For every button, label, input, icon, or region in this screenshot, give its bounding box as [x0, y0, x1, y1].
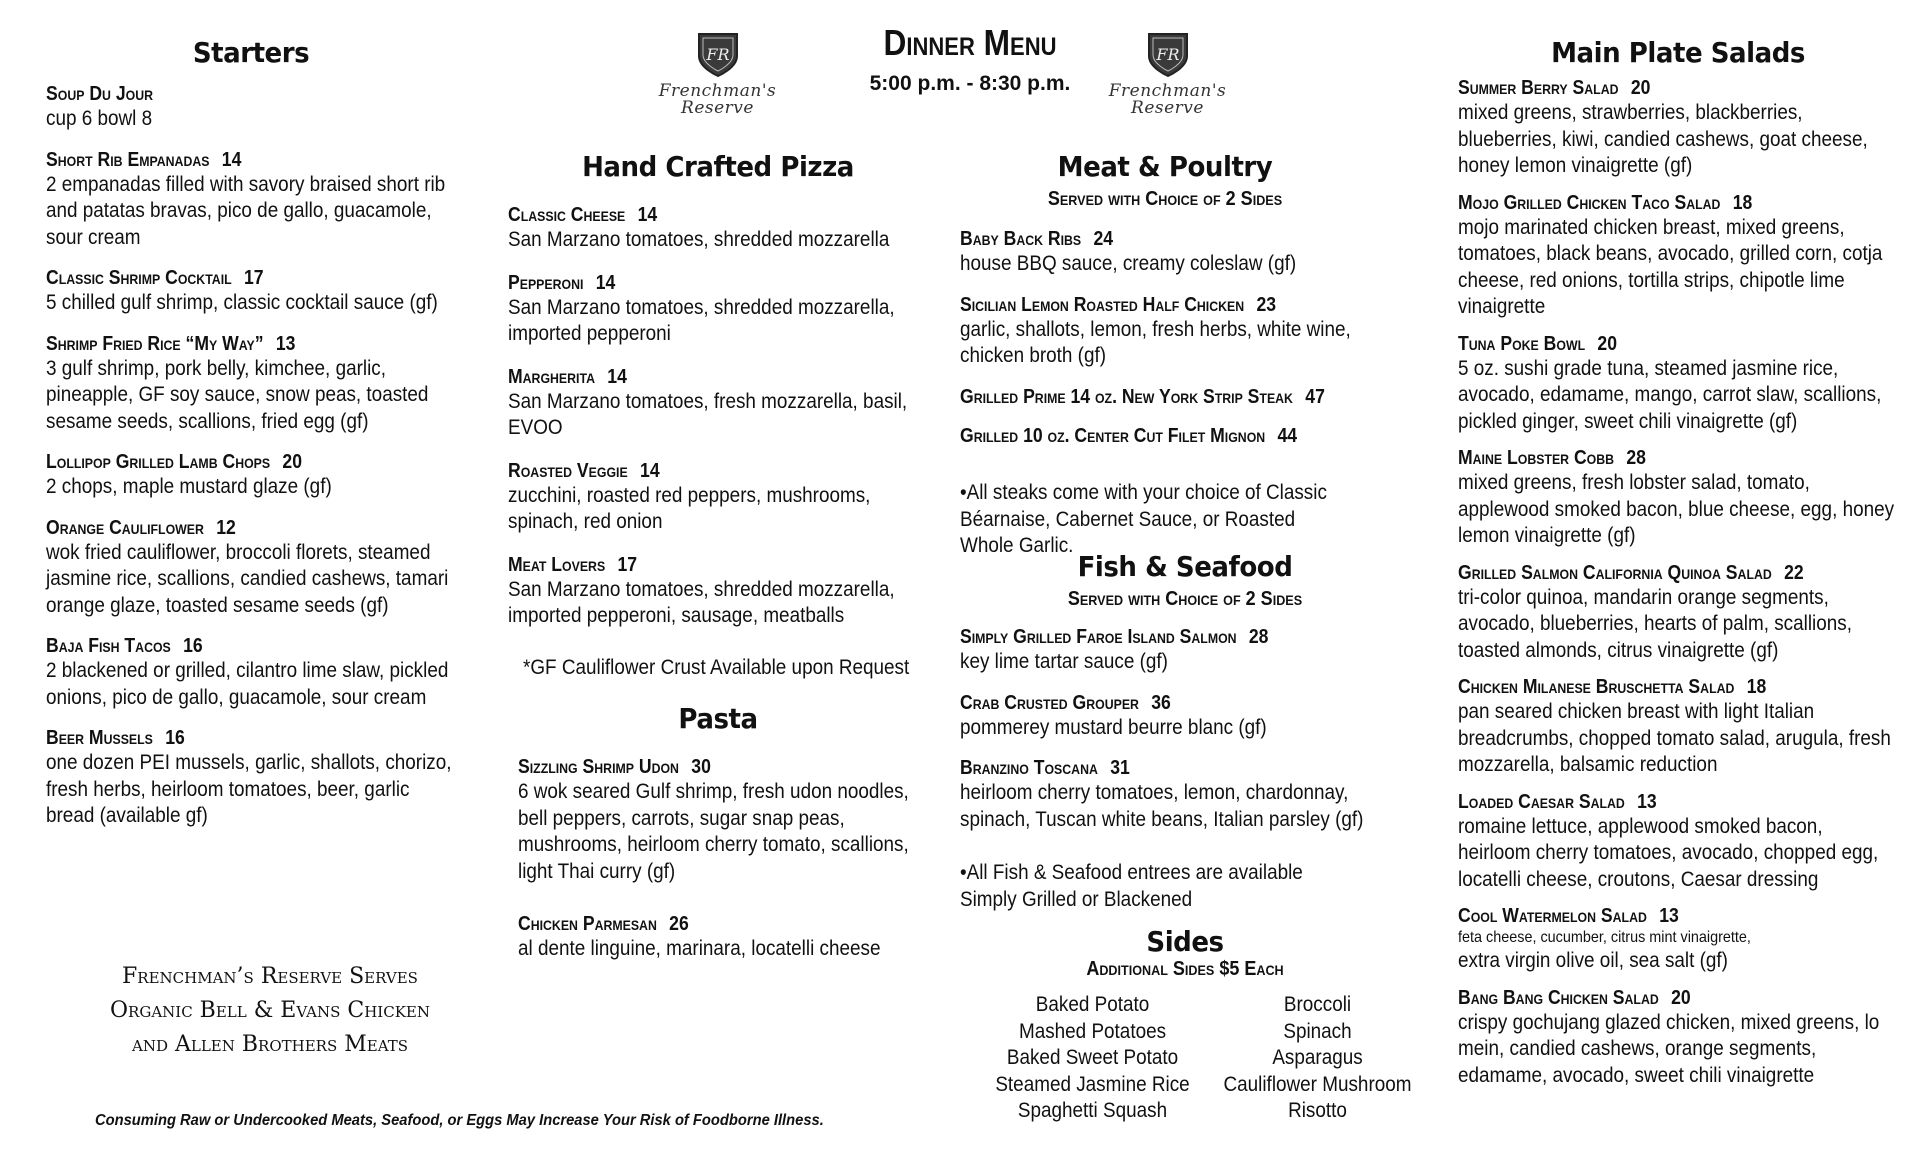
menu-item	[46, 451, 456, 501]
menu-item	[508, 554, 908, 630]
menu-item-name: Chicken Milanese Bruschetta Salad 18	[1458, 676, 1767, 698]
meat-subtitle: Served with Choice of 2 Sides	[1047, 188, 1283, 210]
menu-item-description: wok fried cauliflower, broccoli florets, steamed jasmine rice, scallions, candied cashews, tamari orange glaze, toasted sesame seeds (gf)	[46, 540, 449, 617]
menu-item-name: Summer Berry Salad 20	[1458, 77, 1651, 99]
menu-item-price: 18	[1732, 191, 1753, 214]
menu-title: Dinner Menu	[883, 22, 1057, 63]
menu-item-name: Baby Back Ribs 24	[960, 228, 1114, 250]
menu-item-price: 28	[1626, 447, 1646, 469]
menu-item-name: Roasted Veggie 14	[508, 459, 660, 482]
menu-item	[960, 386, 1410, 409]
menu-item-price: 24	[1093, 228, 1114, 250]
menu-item-description: crispy gochujang glazed chicken, mixed greens, lo mein, candied cashews, orange segments, edamame, avocado, sweet chili vinaigrette	[1458, 1010, 1880, 1087]
menu-item-name: Grilled 10 oz. Center Cut Filet Mignon 44	[960, 424, 1298, 447]
menu-item-name: Beer Mussels 16	[46, 727, 185, 749]
shield-crest-icon	[1145, 30, 1191, 78]
logo-monogram: FR	[705, 45, 730, 64]
side-item: Spaghetti Squash	[1017, 1099, 1168, 1122]
menu-item	[960, 294, 1410, 370]
menu-item-price: 14	[221, 148, 242, 171]
menu-item-description: mojo marinated chicken breast, mixed greens, tomatoes, black beans, avocado, grilled corn, cotja cheese, red onions, tortilla strips, chipotle lime vinaigrette	[1458, 215, 1883, 318]
menu-item	[960, 626, 1410, 676]
menu-item-description: 2 chops, maple mustard glaze (gf)	[46, 475, 332, 498]
menu-item-description: key lime tartar sauce (gf)	[960, 650, 1168, 673]
menu-item-description: al dente linguine, marinara, locatelli cheese	[518, 937, 881, 960]
menu-item	[46, 149, 456, 252]
menu-item-price: 20	[1671, 986, 1691, 1009]
menu-item	[1458, 676, 1898, 779]
menu-item-price: 31	[1110, 757, 1130, 779]
menu-item-price: 18	[1746, 676, 1767, 698]
starters-list	[46, 83, 456, 830]
menu-item-name: Tuna Poke Bowl 20	[1458, 332, 1618, 355]
menu-item-name: Orange Cauliflower 12	[46, 516, 236, 539]
menu-item-name: Grilled Salmon California Quinoa Salad 22	[1458, 561, 1804, 584]
menu-item-price: 47	[1305, 385, 1325, 408]
menu-item	[1458, 192, 1898, 321]
sides-subtitle: Additional Sides $5 Each	[1086, 958, 1284, 980]
menu-item-description: mixed greens, strawberries, blackberries, blueberries, kiwi, candied cashews, goat cheese, honey lemon vinaigrette (gf)	[1458, 101, 1868, 177]
promo-text: Frenchman’s Reserve Serves Organic Bell & Evans Chicken and Allen Brothers Meats	[110, 964, 430, 1057]
side-item: Baked Sweet Potato	[1006, 1046, 1179, 1069]
menu-item	[1458, 905, 1898, 975]
menu-item-description: extra virgin olive oil, sea salt (gf)	[1458, 949, 1728, 972]
starters-column	[46, 0, 456, 846]
menu-item-price: 13	[1637, 790, 1657, 813]
menu-item-name: Loaded Caesar Salad 13	[1458, 790, 1657, 813]
menu-item-description: pommerey mustard beurre blanc (gf)	[960, 715, 1267, 739]
menu-item-description: 6 wok seared Gulf shrimp, fresh udon noodles, bell peppers, carrots, sugar snap peas, mushrooms, heirloom cherry tomato, scallions, light Thai curry (gf)	[518, 780, 909, 883]
menu-item-description: 2 empanadas filled with savory braised short rib and patatas bravas, pico de gallo, guacamole, sour cream	[46, 172, 446, 249]
menu-item-name: Cool Watermelon Salad 13	[1458, 905, 1679, 927]
pizza-list	[508, 204, 908, 648]
menu-item-price: 17	[243, 267, 264, 289]
menu-item-name: Simply Grilled Faroe Island Salmon 28	[960, 626, 1269, 648]
menu-item	[1458, 562, 1898, 665]
menu-item-price: 22	[1784, 561, 1804, 584]
menu-item-price: 14	[640, 459, 660, 482]
section-title-fish: Fish & Seafood	[1077, 550, 1293, 583]
menu-item-description: zucchini, roasted red peppers, mushrooms, spinach, red onion	[508, 483, 871, 533]
fish-prep-note: •All Fish & Seafood entrees are available Simply Grilled or Blackened	[960, 861, 1303, 911]
menu-item-price: 20	[282, 451, 303, 473]
section-title-salads: Main Plate Salads	[1551, 36, 1805, 69]
side-item: Asparagus	[1272, 1046, 1363, 1069]
logo-text-line1: Frenchman's	[658, 81, 777, 101]
menu-item-price: 14	[595, 271, 616, 294]
menu-item-price: 13	[275, 332, 296, 355]
menu-item	[508, 366, 908, 442]
menu-item	[518, 756, 918, 885]
menu-item-description: house BBQ sauce, creamy coleslaw (gf)	[960, 252, 1297, 275]
menu-item-description: 5 oz. sushi grade tuna, steamed jasmine rice, avocado, edamame, mango, carrot slaw, scallions, pickled ginger, sweet chili vinaigrette (gf)	[1458, 356, 1882, 433]
menu-item-price: 16	[165, 727, 185, 749]
pasta-list	[518, 756, 918, 991]
menu-item-price: 28	[1248, 626, 1269, 648]
menu-item-price: 30	[691, 756, 711, 778]
menu-item-description: San Marzano tomatoes, fresh mozzarella, basil, EVOO	[508, 389, 908, 439]
menu-item-price: 26	[669, 913, 689, 935]
shield-crest-icon	[695, 30, 741, 78]
logo-right	[1100, 30, 1235, 125]
menu-hours: 5:00 p.m. - 8:30 p.m.	[869, 72, 1071, 95]
side-item: Broccoli	[1283, 993, 1352, 1016]
menu-item	[518, 913, 918, 963]
menu-item-name: Margherita 14	[508, 365, 627, 388]
side-item: Spinach	[1283, 1019, 1352, 1043]
menu-item-description: tri-color quinoa, mandarin orange segments, avocado, blueberries, hearts of palm, scallions, toasted almonds, citrus vinaigrette (gf)	[1458, 585, 1852, 662]
section-title-meat: Meat & Poultry	[1057, 150, 1273, 183]
menu-item-name: Grilled Prime 14 oz. New York Strip Steak 47	[960, 385, 1325, 408]
menu-item-price: 17	[617, 553, 638, 576]
menu-item-price: 23	[1256, 293, 1277, 316]
menu-item	[46, 267, 456, 317]
menu-item	[1458, 447, 1898, 550]
menu-item-description: cup 6 bowl 8	[46, 107, 153, 130]
salads-list	[1458, 77, 1898, 1089]
menu-item	[46, 635, 456, 711]
menu-item-name: Chicken Parmesan 26	[518, 913, 689, 935]
salads-column	[1458, 0, 1898, 1101]
fish-subtitle: Served with Choice of 2 Sides	[1067, 588, 1303, 610]
menu-item	[508, 272, 908, 348]
menu-item-price: 16	[183, 635, 203, 657]
logo-text-line2: Reserve	[681, 98, 754, 118]
menu-item-price: 44	[1277, 424, 1298, 447]
sides-right-list	[1205, 992, 1430, 1125]
menu-item	[960, 425, 1410, 448]
menu-item-description: 5 chilled gulf shrimp, classic cocktail sauce (gf)	[46, 291, 438, 314]
menu-item-price: 14	[637, 204, 658, 226]
sides-left-list	[980, 992, 1205, 1125]
pizza-gf-note: *GF Cauliflower Crust Available upon Request	[523, 656, 910, 679]
menu-item-name: Crab Crusted Grouper 36	[960, 691, 1171, 714]
menu-item	[46, 727, 456, 830]
menu-item-description: feta cheese, cucumber, citrus mint vinaigrette,	[1458, 929, 1751, 946]
section-title-pizza: Hand Crafted Pizza	[582, 150, 854, 183]
menu-item-description: mixed greens, fresh lobster salad, tomato, applewood smoked bacon, blue cheese, egg, honey lemon vinaigrette (gf)	[1458, 471, 1895, 547]
menu-item-name: Maine Lobster Cobb 28	[1458, 447, 1646, 469]
menu-item-name: Mojo Grilled Chicken Taco Salad 18	[1458, 191, 1753, 214]
menu-item-price: 36	[1151, 691, 1171, 714]
steak-sauce-note: •All steaks come with your choice of Classic Béarnaise, Cabernet Sauce, or Roasted Whole Garlic.	[960, 481, 1327, 557]
menu-item	[1458, 77, 1898, 180]
menu-item-name: Sicilian Lemon Roasted Half Chicken 23	[960, 293, 1277, 316]
menu-item-name: Short Rib Empanadas 14	[46, 148, 242, 171]
menu-item-description: heirloom cherry tomatoes, lemon, chardonnay, spinach, Tuscan white beans, Italian parsley (gf)	[960, 781, 1364, 831]
menu-item-price: 12	[216, 516, 236, 539]
menu-item	[960, 757, 1410, 833]
logo-left	[650, 30, 785, 125]
menu-item-description: San Marzano tomatoes, shredded mozzarella, imported pepperoni	[508, 295, 895, 345]
fish-list	[960, 626, 1410, 849]
section-title-sides: Sides	[1146, 925, 1224, 958]
logo-monogram: FR	[1155, 45, 1180, 64]
side-item: Risotto	[1288, 1099, 1347, 1122]
menu-item-name: Classic Shrimp Cocktail 17	[46, 267, 264, 289]
menu-item	[1458, 333, 1898, 436]
menu-item-name: Sizzling Shrimp Udon 30	[518, 756, 711, 778]
menu-item-name: Shrimp Fried Rice “My Way” 13	[46, 332, 296, 355]
menu-item	[46, 333, 456, 436]
menu-item	[508, 204, 908, 254]
foodborne-warning: Consuming Raw or Undercooked Meats, Seafood, or Eggs May Increase Your Risk of Foodborne Illness.	[95, 1112, 824, 1129]
menu-item-description: romaine lettuce, applewood smoked bacon, heirloom cherry tomatoes, avocado, chopped egg, locatelli cheese, croutons, Caesar dressing	[1458, 814, 1879, 891]
menu-item	[46, 517, 456, 620]
menu-item	[1458, 791, 1898, 894]
section-title-pasta: Pasta	[678, 702, 758, 735]
side-item: Cauliflower Mushroom	[1223, 1072, 1412, 1096]
logo-text-line1: Frenchman's	[1108, 81, 1227, 101]
menu-item	[960, 692, 1410, 742]
menu-item-name: Branzino Toscana 31	[960, 757, 1130, 779]
menu-item-description: pan seared chicken breast with light Italian breadcrumbs, chopped tomato salad, arugula, fresh mozzarella, balsamic reduction	[1458, 700, 1891, 776]
menu-item-description: one dozen PEI mussels, garlic, shallots, chorizo, fresh herbs, heirloom tomatoes, beer, garlic bread (available gf)	[46, 751, 452, 827]
logo-text-line2: Reserve	[1131, 98, 1204, 118]
side-item: Mashed Potatoes	[1018, 1019, 1167, 1043]
menu-item	[960, 228, 1410, 278]
menu-item	[1458, 987, 1898, 1090]
menu-item-price: 20	[1597, 332, 1618, 355]
menu-item-name: Lollipop Grilled Lamb Chops 20	[46, 451, 303, 473]
menu-item-price: 13	[1659, 905, 1679, 927]
menu-item	[46, 83, 456, 133]
menu-item-price: 20	[1630, 77, 1651, 99]
menu-item	[508, 460, 908, 536]
menu-item-description: 2 blackened or grilled, cilantro lime slaw, pickled onions, pico de gallo, guacamole, sour cream	[46, 659, 449, 709]
menu-item-description: garlic, shallots, lemon, fresh herbs, white wine, chicken broth (gf)	[960, 317, 1351, 367]
menu-item-name: Pepperoni 14	[508, 271, 616, 294]
menu-item-name: Meat Lovers 17	[508, 553, 638, 576]
meat-list	[960, 228, 1410, 464]
section-title-starters: Starters	[192, 36, 310, 69]
menu-item-description: San Marzano tomatoes, shredded mozzarella, imported pepperoni, sausage, meatballs	[508, 577, 895, 627]
menu-item-name: Bang Bang Chicken Salad 20	[1458, 986, 1691, 1009]
menu-item-description: 3 gulf shrimp, pork belly, kimchee, garlic, pineapple, GF soy sauce, snow peas, toasted sesame seeds, scallions, fried egg (gf)	[46, 356, 429, 433]
menu-item-name: Baja Fish Tacos 16	[46, 635, 203, 657]
menu-item-description: San Marzano tomatoes, shredded mozzarella	[508, 228, 890, 251]
menu-item-name: Classic Cheese 14	[508, 204, 658, 226]
menu-item-price: 14	[607, 365, 627, 388]
side-item: Steamed Jasmine Rice	[995, 1072, 1190, 1096]
menu-item-name: Soup Du Jour	[46, 83, 153, 105]
side-item: Baked Potato	[1035, 993, 1150, 1016]
